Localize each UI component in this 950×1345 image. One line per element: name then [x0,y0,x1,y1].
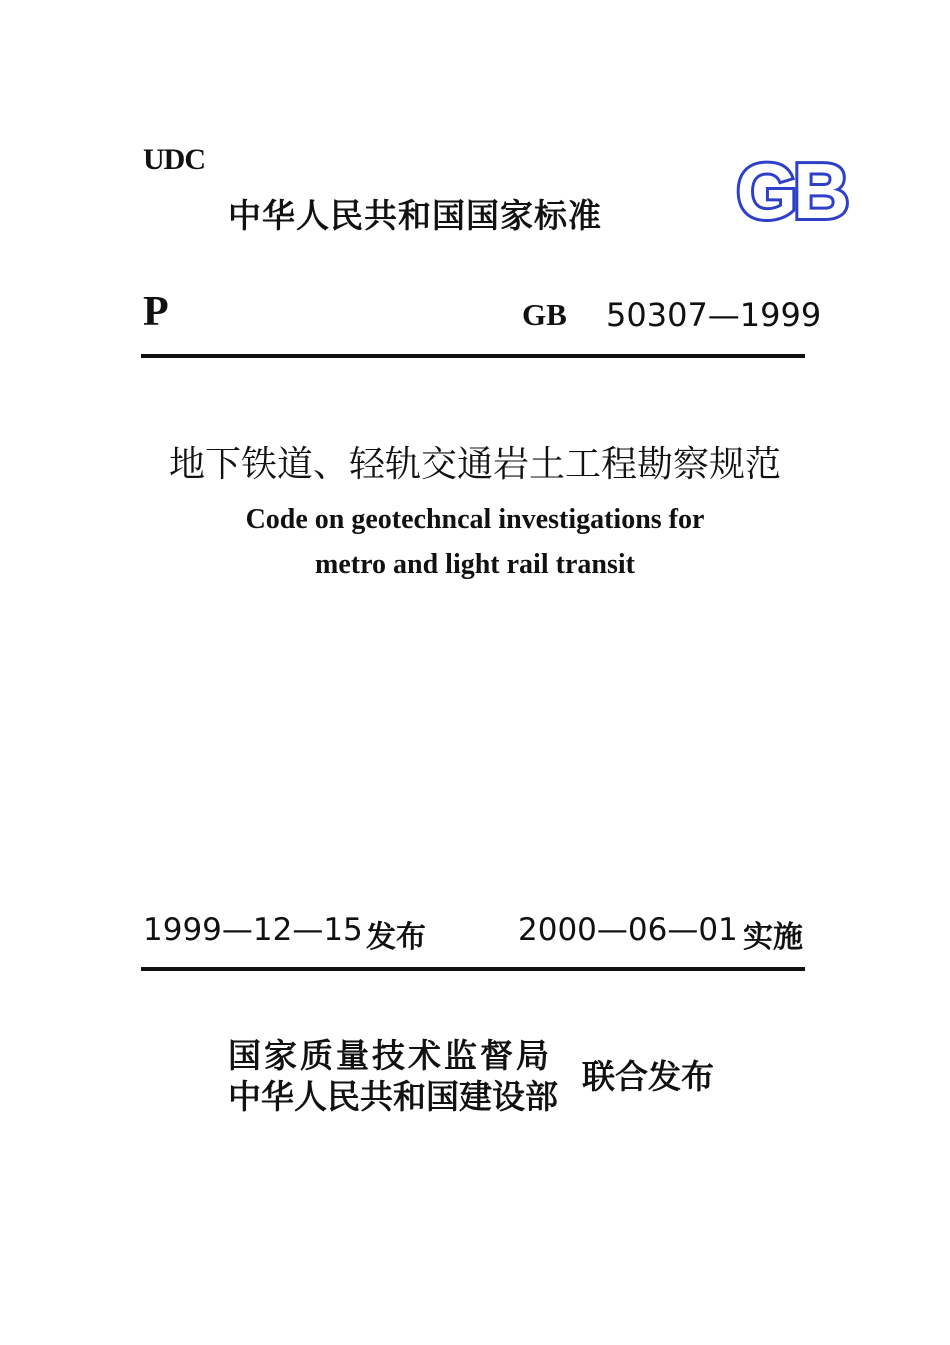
publisher-line2: 中华人民共和国建设部 [228,1077,558,1116]
national-standard-heading: 中华人民共和国国家标准 [228,196,602,235]
publisher-line1: 国家质量技术监督局 [228,1036,552,1075]
issue-label: 发布 [366,920,426,955]
top-divider [141,354,805,358]
gb-logo-text: GB [736,150,846,224]
issue-date: 1999—12—15 [143,912,363,948]
bottom-divider [141,967,805,971]
joint-publish-label: 联合发布 [582,1057,714,1096]
udc-label: UDC [143,143,205,176]
title-english-line1: Code on geotechncal investigations for [245,504,705,535]
gb-logo [728,150,854,224]
classification-code: P [143,289,169,335]
implementation-date: 2000—06—01 [518,912,738,948]
title-english-line2: metro and light rail transit [315,549,635,580]
title-chinese: 地下铁道、轻轨交通岩土工程勘察规范 [168,444,781,484]
standard-prefix: GB [522,297,567,332]
implementation-label: 实施 [743,920,803,955]
standard-number: 50307—1999 [606,296,822,334]
